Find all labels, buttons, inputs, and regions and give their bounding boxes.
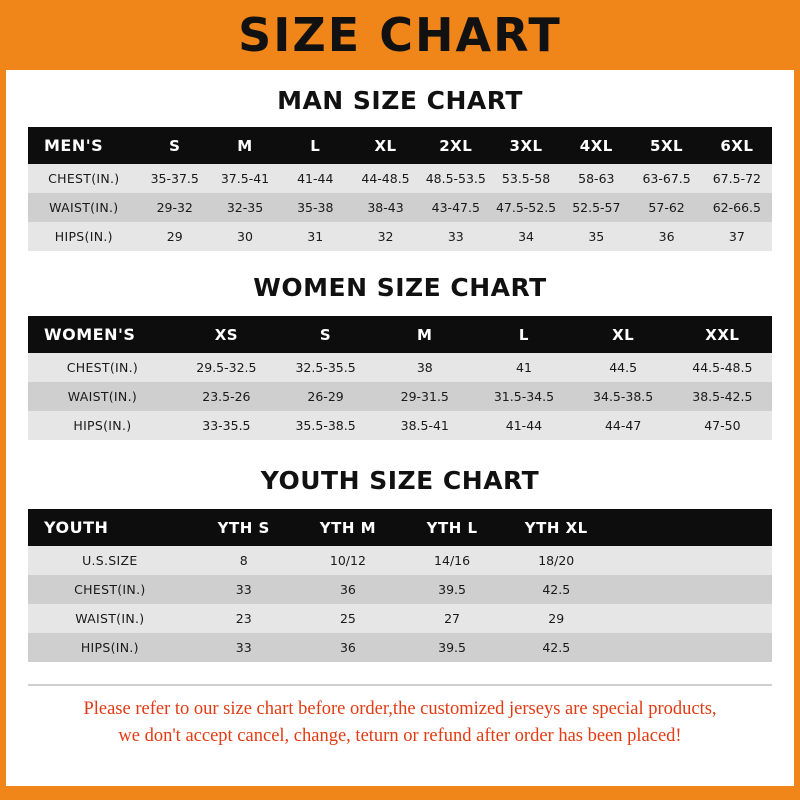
footer-band <box>6 786 794 800</box>
cell: 35-38 <box>297 200 334 215</box>
cell: 47.5-52.5 <box>495 200 557 215</box>
cell: 23 <box>235 611 252 626</box>
cell: 43-47.5 <box>431 200 480 215</box>
cell: 36 <box>339 582 356 597</box>
notice-line-1: Please refer to our size chart before order,the customized jerseys are special products, <box>83 699 717 719</box>
table-row <box>28 411 772 440</box>
cell: 44.5 <box>609 360 638 375</box>
cell: 26-29 <box>307 389 344 404</box>
column-header-spacer <box>608 509 772 546</box>
row-label: HIPS(IN.) <box>54 229 113 244</box>
cell: 29 <box>166 229 183 244</box>
cell: 47-50 <box>704 418 741 433</box>
table-row <box>28 546 772 575</box>
table-row <box>28 164 772 193</box>
column-header: XL <box>612 325 635 344</box>
column-header: 2XL <box>439 136 473 155</box>
cell: 30 <box>237 229 253 244</box>
cell: 32 <box>377 229 394 244</box>
women-section-title: WOMEN SIZE CHART <box>253 273 547 302</box>
table-row <box>28 633 772 662</box>
cell: 31.5-34.5 <box>493 389 555 404</box>
row-label: U.S.SIZE <box>82 553 138 568</box>
cell: 36 <box>658 229 675 244</box>
column-header: 6XL <box>720 136 754 155</box>
row-label: CHEST(IN.) <box>48 171 120 186</box>
man-size-table <box>28 127 772 251</box>
cell: 29-32 <box>156 200 193 215</box>
row-label: CHEST(IN.) <box>66 360 139 375</box>
column-header: M <box>237 136 253 155</box>
column-header: YTH L <box>426 518 478 537</box>
cell: 38.5-41 <box>400 418 449 433</box>
row-label: WAIST(IN.) <box>75 611 145 626</box>
cell: 42.5 <box>542 582 571 597</box>
cell: 39.5 <box>438 582 466 597</box>
cell: 8 <box>239 553 248 568</box>
table-row <box>28 193 772 222</box>
cell: 44.5-48.5 <box>692 360 753 375</box>
column-header: L <box>518 325 529 344</box>
column-header: XXL <box>705 325 740 344</box>
column-header: 5XL <box>650 136 684 155</box>
cell: 18/20 <box>538 553 575 568</box>
column-header: 4XL <box>579 136 613 155</box>
cell: 10/12 <box>329 553 366 568</box>
cell: 63-67.5 <box>642 171 691 186</box>
cell: 32-35 <box>226 200 264 215</box>
cell: 38.5-42.5 <box>692 389 753 404</box>
cell: 37.5-41 <box>220 171 270 186</box>
page-title: SIZE CHART <box>238 8 562 62</box>
column-header: MEN'S <box>44 136 104 155</box>
column-header: YTH S <box>217 518 270 537</box>
table-header-row <box>28 509 772 546</box>
column-header: 3XL <box>509 136 543 155</box>
cell: 32.5-35.5 <box>295 360 356 375</box>
cell: 37 <box>728 229 745 244</box>
cell: 25 <box>339 611 356 626</box>
cell: 23.5-26 <box>202 389 251 404</box>
table-row <box>28 382 772 411</box>
table-header-row <box>28 127 772 164</box>
table-row <box>28 575 772 604</box>
row-label: HIPS(IN.) <box>80 640 139 655</box>
cell: 36 <box>339 640 356 655</box>
cell: 57-62 <box>648 200 685 215</box>
cell: 39.5 <box>438 640 466 655</box>
man-section-title: MAN SIZE CHART <box>277 86 523 115</box>
youth-size-table <box>28 509 772 662</box>
cell: 38 <box>416 360 433 375</box>
column-header: S <box>319 325 332 344</box>
row-label: WAIST(IN.) <box>49 200 119 215</box>
cell: 44-47 <box>604 418 642 433</box>
row-label: CHEST(IN.) <box>74 582 146 597</box>
cell: 14/16 <box>434 553 471 568</box>
cell-spacer <box>608 546 772 575</box>
cell: 35 <box>588 229 605 244</box>
cell: 29.5-32.5 <box>196 360 257 375</box>
column-header: XS <box>214 325 239 344</box>
cell: 27 <box>444 611 461 626</box>
table-header-row <box>28 316 772 353</box>
cell-spacer <box>608 633 772 662</box>
cell: 33 <box>235 582 252 597</box>
cell: 41-44 <box>505 418 543 433</box>
order-notice <box>28 684 772 750</box>
cell: 34 <box>518 229 534 244</box>
column-header: YOUTH <box>44 518 109 537</box>
header-band <box>0 0 800 70</box>
cell: 41 <box>516 360 532 375</box>
cell: 44-48.5 <box>361 171 410 186</box>
cell: 34.5-38.5 <box>593 389 654 404</box>
row-label: WAIST(IN.) <box>67 389 138 404</box>
cell: 48.5-53.5 <box>425 171 486 186</box>
cell: 62-66.5 <box>712 200 761 215</box>
cell: 41-44 <box>297 171 334 186</box>
cell: 38-43 <box>367 200 404 215</box>
column-header: M <box>417 325 433 344</box>
cell-spacer <box>608 575 772 604</box>
column-header: YTH XL <box>524 518 588 537</box>
cell: 53.5-58 <box>501 171 551 186</box>
cell: 58-63 <box>578 171 615 186</box>
cell: 33 <box>235 640 252 655</box>
row-label: HIPS(IN.) <box>73 418 132 433</box>
cell-spacer <box>608 604 772 633</box>
column-header: WOMEN'S <box>44 325 136 344</box>
notice-line-2: we don't accept cancel, change, teturn or refund after order has been placed! <box>118 725 682 746</box>
cell: 35-37.5 <box>150 171 199 186</box>
column-header: XL <box>374 136 397 155</box>
cell: 67.5-72 <box>712 171 761 186</box>
table-row <box>28 222 772 251</box>
cell: 35.5-38.5 <box>295 418 356 433</box>
cell: 33 <box>447 229 464 244</box>
table-row <box>28 604 772 633</box>
column-header: S <box>169 136 181 155</box>
content <box>6 86 794 750</box>
column-header: L <box>310 136 321 155</box>
table-row <box>28 353 772 382</box>
cell: 29 <box>548 611 565 626</box>
cell: 31 <box>307 229 324 244</box>
cell: 29-31.5 <box>400 389 449 404</box>
youth-section-title: YOUTH SIZE CHART <box>260 466 540 495</box>
women-size-table <box>28 316 772 440</box>
cell: 42.5 <box>542 640 571 655</box>
cell: 52.5-57 <box>572 200 621 215</box>
column-header: YTH M <box>319 518 377 537</box>
cell: 33-35.5 <box>202 418 251 433</box>
